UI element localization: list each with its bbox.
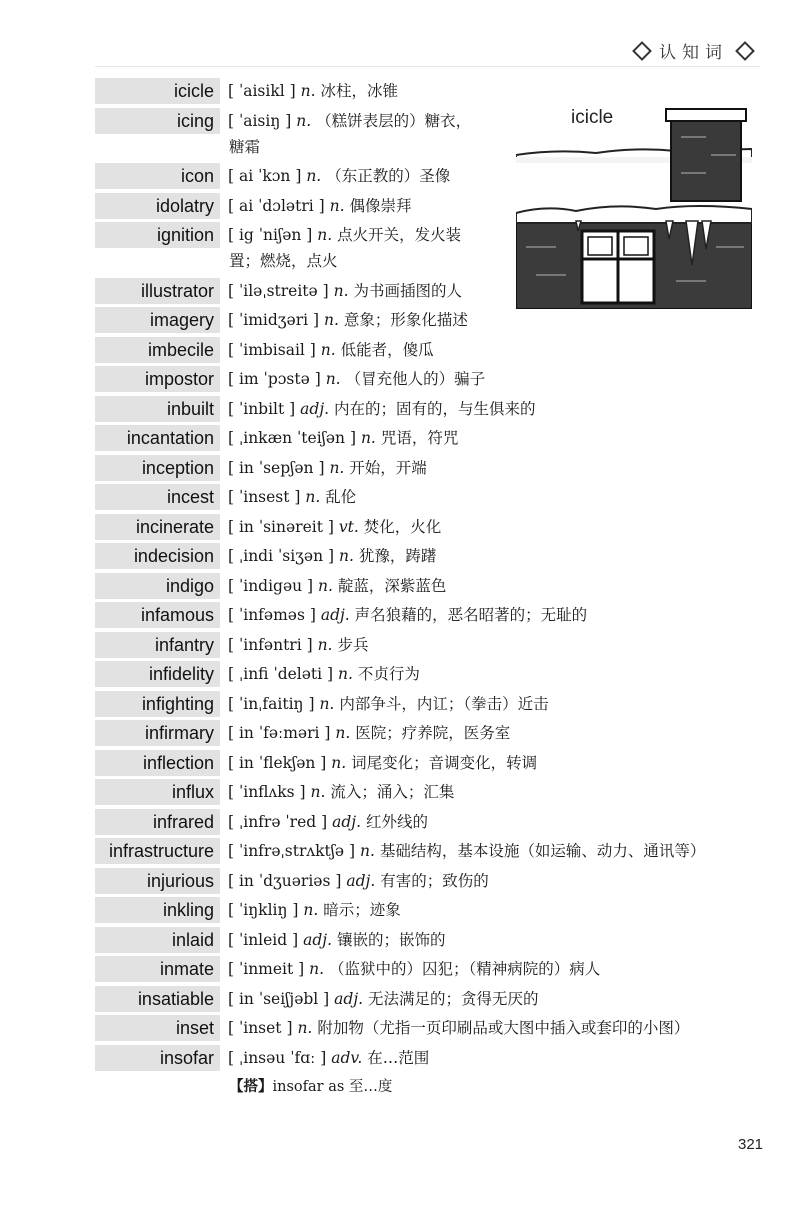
- part-of-speech: n.: [296, 111, 312, 130]
- headword: ignition: [95, 222, 220, 248]
- definition: [228, 337, 434, 363]
- phonetic: [ in ˈdʒuəriəs ]: [228, 871, 342, 890]
- dictionary-entry: [0, 868, 760, 894]
- headword: icicle: [95, 78, 220, 104]
- definition: [228, 809, 428, 835]
- dictionary-entry: [0, 366, 760, 392]
- phonetic: [ ˈiŋkliŋ ]: [228, 901, 299, 919]
- phonetic: [ in ˈsepʃən ]: [228, 458, 325, 477]
- headword: inflection: [95, 750, 220, 776]
- meaning: 不贞行为: [357, 665, 420, 683]
- definition: [228, 163, 450, 189]
- meaning: （监狱中的）囚犯；（精神病院的）病人: [329, 960, 601, 978]
- phonetic: [ ˈinleid ]: [228, 930, 299, 949]
- entry-row: [0, 809, 760, 835]
- part-of-speech: adj.: [334, 989, 364, 1008]
- diamond-icon: [632, 41, 652, 61]
- entry-row: [0, 927, 760, 953]
- part-of-speech: n.: [338, 665, 353, 683]
- headword: inlaid: [95, 927, 220, 953]
- part-of-speech: n.: [317, 226, 333, 244]
- phonetic: [ ˈindigəu ]: [228, 576, 314, 595]
- part-of-speech: n.: [325, 370, 341, 388]
- collocation-tag: 【搭】: [229, 1078, 273, 1095]
- dictionary-entry: [0, 720, 760, 746]
- definition: [228, 543, 436, 569]
- headword: imbecile: [95, 337, 220, 363]
- entry-row: [0, 337, 760, 363]
- headword: infidelity: [95, 661, 220, 687]
- entry-row: [0, 573, 760, 599]
- dictionary-entry: [0, 573, 760, 599]
- phonetic: [ ˈinsest ]: [228, 488, 301, 506]
- part-of-speech: adj.: [320, 606, 350, 624]
- definition: [228, 1015, 689, 1041]
- headword: indecision: [95, 543, 220, 569]
- meaning: 内在的；固有的，与生俱来的: [334, 399, 536, 418]
- meaning: 暗示；迹象: [323, 901, 401, 919]
- icicle-illustration: [516, 97, 752, 309]
- meaning: 声名狼藉的，恶名昭著的；无耻的: [354, 606, 588, 624]
- page-number: 321: [738, 1136, 764, 1153]
- part-of-speech: n.: [320, 340, 336, 359]
- headword: infrared: [95, 809, 220, 835]
- entry-row: [0, 307, 760, 333]
- dictionary-entry: [0, 750, 760, 776]
- part-of-speech: adj.: [332, 812, 362, 831]
- definition: [228, 602, 587, 628]
- meaning: 词尾变化；音调变化，转调: [351, 753, 538, 772]
- phonetic: [ ˈaisiŋ ]: [228, 111, 292, 130]
- definition: [228, 661, 420, 687]
- definition: [228, 366, 485, 392]
- phonetic: [ ˈaisikl ]: [228, 82, 296, 100]
- part-of-speech: n.: [297, 1019, 313, 1037]
- meaning: 为书画插图的人: [353, 281, 462, 300]
- headword: inmate: [95, 956, 220, 982]
- meaning: 冰柱，冰锥: [320, 82, 398, 100]
- meaning: 点火开关，发火装: [337, 226, 462, 244]
- part-of-speech: n.: [303, 901, 319, 919]
- headword: illustrator: [95, 278, 220, 304]
- entry-row: [0, 396, 760, 422]
- headword: insatiable: [95, 986, 220, 1012]
- phonetic: [ ˈinmeit ]: [228, 960, 305, 978]
- dictionary-entry: [0, 514, 760, 540]
- entry-row: [0, 602, 760, 628]
- meaning: 开始，开端: [349, 458, 427, 477]
- dictionary-entry: [0, 1045, 760, 1071]
- meaning: （糕饼表层的）糖衣，: [316, 111, 472, 130]
- meaning: 低能者，傻瓜: [340, 340, 434, 359]
- entry-row: [0, 543, 760, 569]
- phonetic: [ ˈimidʒəri ]: [228, 311, 320, 329]
- phonetic: [ ˈinfəntri ]: [228, 635, 313, 654]
- dictionary-entry: [0, 986, 760, 1012]
- headword: impostor: [95, 366, 220, 392]
- definition: [228, 278, 462, 304]
- part-of-speech: adj.: [300, 399, 330, 418]
- definition: [228, 396, 536, 422]
- dictionary-entry: [0, 956, 760, 982]
- headword: icon: [95, 163, 220, 189]
- meaning-continued: 置；燃烧，点火: [229, 252, 338, 270]
- phonetic: [ ˌinfrə ˈred ]: [228, 812, 328, 831]
- section-title: 认知词: [659, 43, 728, 63]
- meaning: 流入；涌入；汇集: [330, 783, 455, 801]
- headword: inkling: [95, 897, 220, 923]
- section-header: [629, 38, 758, 63]
- entry-row: [0, 632, 760, 658]
- phonetic: [ ai ˈkɔn ]: [228, 167, 302, 185]
- headword: icing: [95, 108, 220, 134]
- entry-row: [0, 484, 760, 510]
- part-of-speech: adj.: [303, 930, 333, 949]
- definition: [228, 720, 510, 746]
- part-of-speech: n.: [305, 488, 321, 506]
- phonetic: [ in ˈsinəreit ]: [228, 517, 334, 536]
- dictionary-entry: [0, 307, 760, 333]
- phonetic: [ ˌinfi ˈdeləti ]: [228, 665, 334, 683]
- phonetic: [ im ˈpɔstə ]: [228, 370, 321, 388]
- part-of-speech: n.: [310, 783, 326, 801]
- dictionary-entry: [0, 425, 760, 451]
- definition: [228, 691, 549, 717]
- part-of-speech: adj.: [346, 871, 376, 890]
- phonetic: [ ˌinsəu ˈfɑː ]: [228, 1048, 327, 1067]
- header-divider: [95, 66, 760, 67]
- dictionary-entry: [0, 632, 760, 658]
- meaning: 无法满足的；贪得无厌的: [368, 989, 539, 1008]
- dictionary-entry: [0, 779, 760, 805]
- phonetic: [ ˌindi ˈsiʒən ]: [228, 547, 335, 565]
- part-of-speech: n.: [300, 82, 316, 100]
- part-of-speech: n.: [309, 960, 325, 978]
- entry-row: [0, 720, 760, 746]
- meaning: 犹豫，踌躇: [358, 547, 437, 565]
- headword: insofar: [95, 1045, 220, 1071]
- entry-row: [0, 986, 760, 1012]
- part-of-speech: n.: [317, 635, 333, 654]
- headword: idolatry: [95, 193, 220, 219]
- definition: [228, 838, 705, 864]
- part-of-speech: n.: [360, 842, 375, 860]
- phonetic: [ in ˈseiʃjəbl ]: [228, 989, 330, 1008]
- meaning: 偶像崇拜: [349, 196, 412, 215]
- definition: [228, 986, 539, 1012]
- headword: inset: [95, 1015, 220, 1041]
- entry-row: [0, 661, 760, 687]
- entry-row: [0, 897, 760, 923]
- dictionary-entry: [0, 602, 760, 628]
- entry-row: [0, 750, 760, 776]
- meaning: 步兵: [337, 635, 369, 654]
- definition: [228, 425, 458, 451]
- part-of-speech: n.: [318, 576, 333, 595]
- definition: [228, 484, 356, 510]
- part-of-speech: n.: [306, 167, 322, 185]
- phonetic: [ ˈinˌfaitiŋ ]: [228, 694, 315, 713]
- headword: indigo: [95, 573, 220, 599]
- collocation-note: [229, 1074, 760, 1100]
- meaning: 意象；形象化描述: [343, 311, 468, 329]
- headword: incinerate: [95, 514, 220, 540]
- headword: infrastructure: [95, 838, 220, 864]
- headword: infighting: [95, 691, 220, 717]
- entry-row: [0, 838, 760, 864]
- phonetic: [ in ˈflekʃən ]: [228, 753, 327, 772]
- collocation-text: insofar as 至…度: [272, 1079, 393, 1095]
- entry-row: [0, 425, 760, 451]
- part-of-speech: vt.: [338, 517, 359, 536]
- phonetic: [ ˈinfrəˌstrʌktʃə ]: [228, 842, 356, 860]
- dictionary-entry: [0, 927, 760, 953]
- entry-row: [0, 956, 760, 982]
- part-of-speech: n.: [338, 547, 354, 565]
- meaning: 在…范围: [367, 1048, 430, 1067]
- phonetic: [ in ˈfəːməri ]: [228, 724, 331, 742]
- meaning: 医院；疗养院，医务室: [355, 724, 511, 742]
- meaning: 镶嵌的；嵌饰的: [336, 930, 446, 949]
- headword: incantation: [95, 425, 220, 451]
- meaning-continued: 糖霜: [229, 137, 261, 156]
- headword: imagery: [95, 307, 220, 333]
- part-of-speech: n.: [360, 429, 376, 447]
- definition: [228, 514, 441, 540]
- definition: [228, 956, 600, 982]
- illustration-label: icicle: [571, 107, 614, 128]
- dictionary-entry: [0, 897, 760, 923]
- definition: [228, 78, 398, 104]
- headword: incest: [95, 484, 220, 510]
- definition: [228, 750, 537, 776]
- definition: [228, 897, 401, 923]
- headword: infantry: [95, 632, 220, 658]
- entry-row: [0, 366, 760, 392]
- part-of-speech: n.: [323, 311, 339, 329]
- meaning: 咒语，符咒: [380, 429, 459, 447]
- entry-row: [0, 455, 760, 481]
- meaning: 内部争斗，内讧；（拳击）近击: [339, 694, 549, 713]
- headword: injurious: [95, 868, 220, 894]
- part-of-speech: adv.: [331, 1048, 363, 1067]
- diamond-icon: [735, 41, 755, 61]
- dictionary-entry: [0, 484, 760, 510]
- phonetic: [ ˈinbilt ]: [228, 399, 296, 418]
- phonetic: [ ˈinflʌks ]: [228, 783, 306, 801]
- meaning: 靛蓝，深紫蓝色: [337, 576, 447, 595]
- phonetic: [ ig ˈniʃən ]: [228, 226, 313, 244]
- definition: [228, 108, 471, 134]
- definition: [228, 455, 427, 481]
- dictionary-entry: [0, 838, 760, 864]
- part-of-speech: n.: [329, 458, 345, 477]
- definition: [228, 193, 411, 219]
- headword: influx: [95, 779, 220, 805]
- entry-row: [0, 868, 760, 894]
- dictionary-entry: [0, 809, 760, 835]
- meaning: 附加物（尤指一页印刷品或大图中插入或套印的小图）: [317, 1019, 690, 1037]
- dictionary-entry: [0, 455, 760, 481]
- phonetic: [ ai ˈdɔlətri ]: [228, 196, 325, 215]
- dictionary-entry: [0, 691, 760, 717]
- meaning: 焚化，火化: [363, 517, 442, 536]
- dictionary-entry: [0, 337, 760, 363]
- definition: [228, 868, 489, 894]
- entry-row: [0, 691, 760, 717]
- part-of-speech: n.: [319, 694, 335, 713]
- headword: inception: [95, 455, 220, 481]
- meaning: 红外线的: [365, 812, 428, 831]
- definition: [228, 1045, 429, 1071]
- phonetic: [ ˈiləˌstreitə ]: [228, 281, 329, 300]
- definition: [228, 307, 468, 333]
- definition: [228, 779, 454, 805]
- dictionary-entry: [0, 396, 760, 422]
- meaning: 乱伦: [325, 488, 357, 506]
- phonetic: [ ˌinkæn ˈteiʃən ]: [228, 429, 357, 447]
- entry-row: [0, 1045, 760, 1071]
- definition: [228, 573, 446, 599]
- dictionary-entry: [0, 661, 760, 687]
- phonetic: [ ˈinset ]: [228, 1019, 293, 1037]
- definition: [228, 632, 368, 658]
- meaning: 有害的；致伤的: [380, 871, 489, 890]
- dictionary-entry: [0, 543, 760, 569]
- definition: [228, 222, 461, 248]
- entry-row: [0, 779, 760, 805]
- dictionary-entry: [0, 1015, 760, 1041]
- definition: [228, 927, 445, 953]
- headword: infamous: [95, 602, 220, 628]
- phonetic: [ ˈinfəməs ]: [228, 606, 316, 624]
- part-of-speech: n.: [335, 724, 351, 742]
- meaning: （冒充他人的）骗子: [345, 370, 486, 388]
- part-of-speech: n.: [329, 196, 345, 215]
- part-of-speech: n.: [331, 753, 347, 772]
- phonetic: [ ˈimbisail ]: [228, 340, 316, 359]
- headword: infirmary: [95, 720, 220, 746]
- headword: inbuilt: [95, 396, 220, 422]
- part-of-speech: n.: [333, 281, 349, 300]
- meaning: （东正教的）圣像: [326, 167, 451, 185]
- meaning: 基础结构，基本设施（如运输、动力、通讯等）: [379, 842, 706, 860]
- entry-row: [0, 1015, 760, 1041]
- entry-row: [0, 514, 760, 540]
